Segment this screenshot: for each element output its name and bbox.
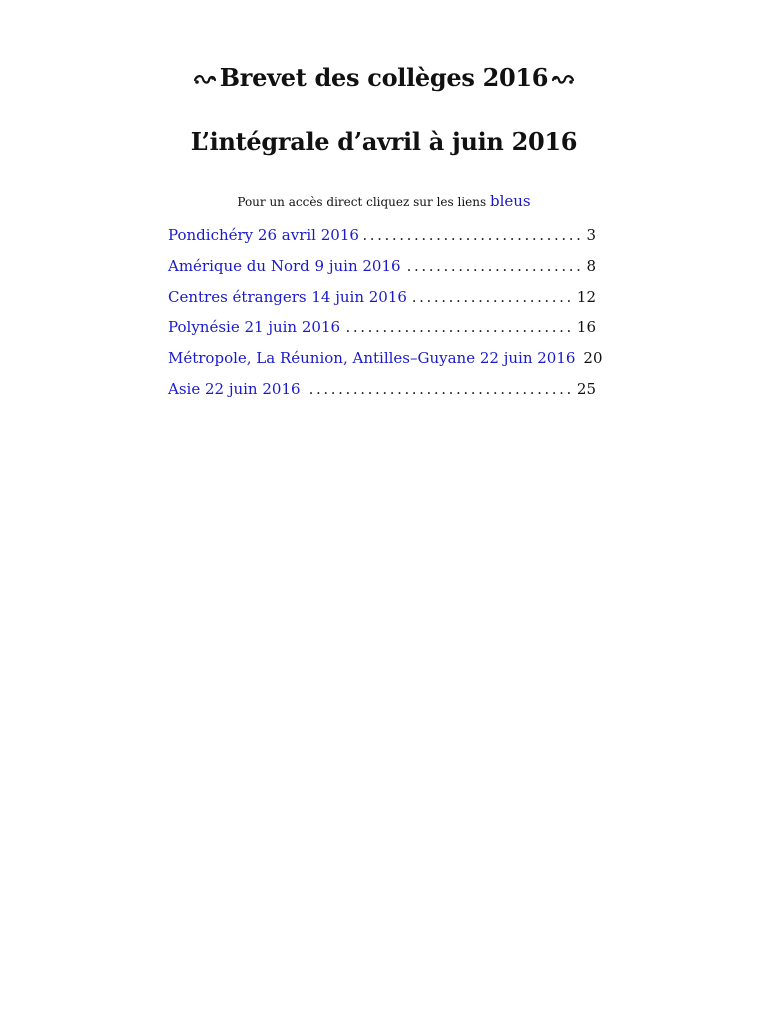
intro-link-word: bleus bbox=[490, 192, 531, 210]
toc-page-number: 25 bbox=[576, 379, 596, 398]
toc-leader-dots bbox=[406, 257, 584, 275]
toc-entry-link[interactable]: Polynésie 21 juin 2016 bbox=[168, 318, 341, 337]
toc-entry[interactable] bbox=[168, 349, 603, 380]
toc-entry[interactable] bbox=[168, 380, 596, 411]
toc-leader-dots bbox=[306, 380, 574, 398]
toc-page-number: 3 bbox=[586, 226, 596, 244]
fleuron-left-icon bbox=[194, 74, 216, 86]
fleuron-right-icon bbox=[552, 74, 574, 86]
toc-entry[interactable] bbox=[168, 318, 596, 349]
toc-page-number: 8 bbox=[586, 256, 596, 275]
toc-leader-dots bbox=[364, 226, 584, 244]
toc-leader-dots bbox=[412, 288, 574, 306]
intro-text: Pour un accès direct cliquez sur les liens bbox=[237, 195, 487, 209]
toc-entry-link[interactable]: Pondichéry 26 avril 2016 bbox=[168, 226, 359, 244]
table-of-contents bbox=[168, 226, 603, 411]
toc-page-number: 16 bbox=[576, 318, 596, 337]
toc-page-number: 20 bbox=[583, 349, 603, 368]
toc-entry-link[interactable]: Centres étrangers 14 juin 2016 bbox=[168, 287, 407, 306]
intro-line bbox=[0, 192, 768, 210]
title-text: Brevet des collèges 2016 bbox=[219, 63, 549, 92]
toc-leader-dots bbox=[345, 318, 574, 336]
document-title bbox=[0, 63, 768, 92]
toc-entry[interactable] bbox=[168, 288, 596, 319]
toc-entry-link[interactable]: Métropole, La Réunion, Antilles–Guyane 22 juin 2016 bbox=[168, 349, 576, 368]
toc-entry-link[interactable]: Amérique du Nord 9 juin 2016 bbox=[168, 256, 401, 275]
document-subtitle: L’intégrale d’avril à juin 2016 bbox=[190, 127, 578, 156]
toc-entry-link[interactable]: Asie 22 juin 2016 bbox=[168, 379, 301, 398]
toc-page-number: 12 bbox=[576, 287, 596, 306]
toc-entry[interactable] bbox=[168, 226, 596, 257]
toc-entry[interactable] bbox=[168, 257, 596, 288]
